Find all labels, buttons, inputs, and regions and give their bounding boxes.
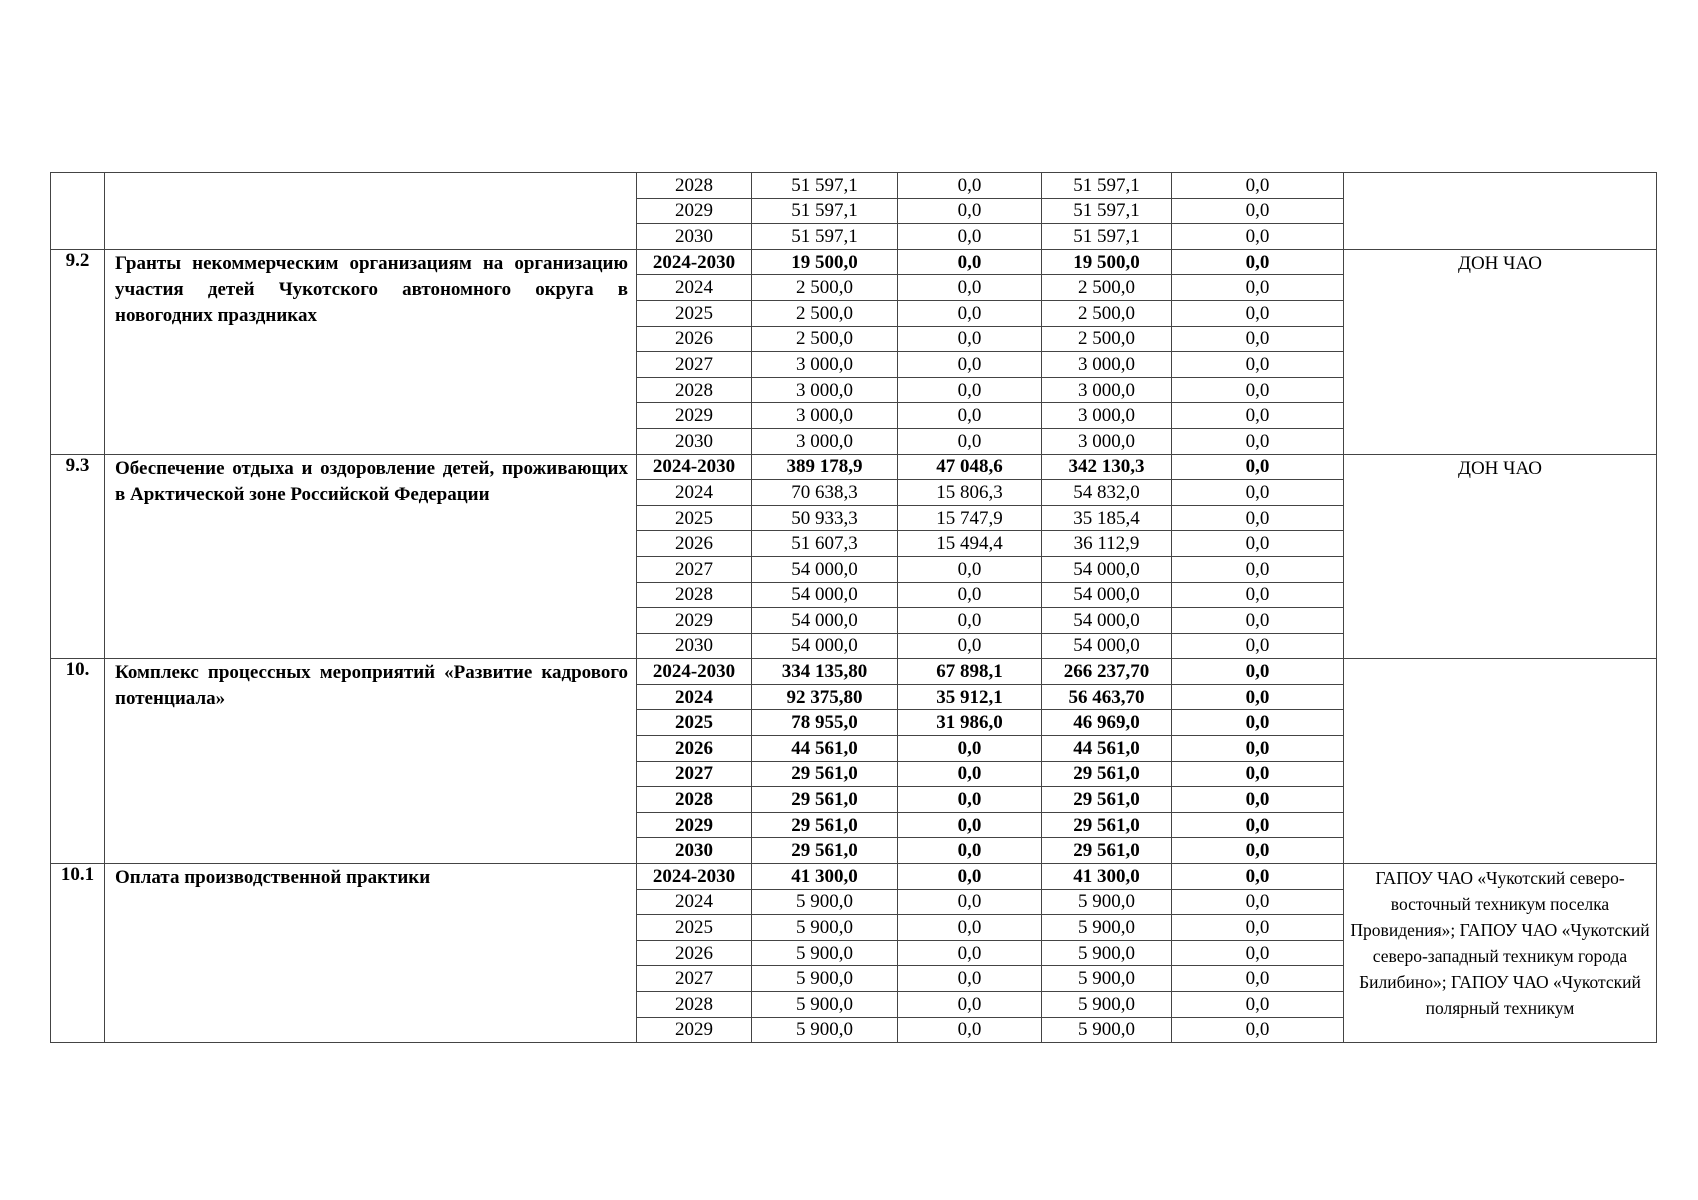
other-sources-cell: 0,0 [1172, 198, 1344, 224]
table-row [51, 864, 1657, 890]
regional-budget-cell: 3 000,0 [1042, 428, 1172, 454]
year-cell: 2028 [637, 582, 752, 608]
year-cell: 2026 [637, 531, 752, 557]
year-cell: 2024-2030 [637, 454, 752, 480]
regional-budget-cell: 56 463,70 [1042, 684, 1172, 710]
total-cell: 54 000,0 [752, 608, 898, 634]
federal-budget-cell: 0,0 [898, 556, 1042, 582]
regional-budget-cell: 54 000,0 [1042, 633, 1172, 659]
total-cell: 78 955,0 [752, 710, 898, 736]
regional-budget-cell: 51 597,1 [1042, 224, 1172, 250]
federal-budget-cell: 0,0 [898, 249, 1042, 275]
regional-budget-cell: 5 900,0 [1042, 940, 1172, 966]
item-number: 9.3 [51, 454, 105, 659]
year-cell: 2024-2030 [637, 659, 752, 685]
other-sources-cell: 0,0 [1172, 224, 1344, 250]
federal-budget-cell: 0,0 [898, 736, 1042, 762]
regional-budget-cell: 46 969,0 [1042, 710, 1172, 736]
other-sources-cell: 0,0 [1172, 864, 1344, 890]
regional-budget-cell: 36 112,9 [1042, 531, 1172, 557]
other-sources-cell: 0,0 [1172, 582, 1344, 608]
other-sources-cell: 0,0 [1172, 608, 1344, 634]
year-cell: 2026 [637, 736, 752, 762]
year-cell: 2026 [637, 326, 752, 352]
regional-budget-cell: 54 000,0 [1042, 556, 1172, 582]
other-sources-cell: 0,0 [1172, 326, 1344, 352]
regional-budget-cell: 44 561,0 [1042, 736, 1172, 762]
other-sources-cell: 0,0 [1172, 480, 1344, 506]
total-cell: 3 000,0 [752, 428, 898, 454]
federal-budget-cell: 0,0 [898, 377, 1042, 403]
regional-budget-cell: 2 500,0 [1042, 326, 1172, 352]
federal-budget-cell: 0,0 [898, 173, 1042, 199]
other-sources-cell: 0,0 [1172, 684, 1344, 710]
other-sources-cell: 0,0 [1172, 1017, 1344, 1043]
year-cell: 2029 [637, 812, 752, 838]
regional-budget-cell: 51 597,1 [1042, 173, 1172, 199]
total-cell: 51 607,3 [752, 531, 898, 557]
regional-budget-cell: 3 000,0 [1042, 403, 1172, 429]
federal-budget-cell: 0,0 [898, 608, 1042, 634]
federal-budget-cell: 31 986,0 [898, 710, 1042, 736]
federal-budget-cell: 0,0 [898, 966, 1042, 992]
year-cell: 2030 [637, 428, 752, 454]
federal-budget-cell: 15 494,4 [898, 531, 1042, 557]
year-cell: 2027 [637, 352, 752, 378]
responsible-executor [1344, 173, 1657, 250]
other-sources-cell: 0,0 [1172, 454, 1344, 480]
regional-budget-cell: 41 300,0 [1042, 864, 1172, 890]
federal-budget-cell: 0,0 [898, 864, 1042, 890]
federal-budget-cell: 0,0 [898, 275, 1042, 301]
total-cell: 92 375,80 [752, 684, 898, 710]
federal-budget-cell: 0,0 [898, 838, 1042, 864]
total-cell: 51 597,1 [752, 198, 898, 224]
total-cell: 70 638,3 [752, 480, 898, 506]
other-sources-cell: 0,0 [1172, 173, 1344, 199]
federal-budget-cell: 0,0 [898, 428, 1042, 454]
other-sources-cell: 0,0 [1172, 428, 1344, 454]
regional-budget-cell: 342 130,3 [1042, 454, 1172, 480]
federal-budget-cell: 0,0 [898, 326, 1042, 352]
responsible-executor: ДОН ЧАО [1344, 249, 1657, 454]
federal-budget-cell: 15 806,3 [898, 480, 1042, 506]
other-sources-cell: 0,0 [1172, 377, 1344, 403]
total-cell: 19 500,0 [752, 249, 898, 275]
federal-budget-cell: 0,0 [898, 198, 1042, 224]
total-cell: 389 178,9 [752, 454, 898, 480]
regional-budget-cell: 5 900,0 [1042, 1017, 1172, 1043]
other-sources-cell: 0,0 [1172, 249, 1344, 275]
total-cell: 29 561,0 [752, 838, 898, 864]
responsible-executor: ГАПОУ ЧАО «Чукотский северо-восточный техникум поселка Провидения»; ГАПОУ ЧАО «Чукотский северо-западный техникум города Билибино»; ГАПОУ ЧАО «Чукотский полярный техникум [1344, 864, 1657, 1043]
item-number: 10. [51, 659, 105, 864]
regional-budget-cell: 5 900,0 [1042, 889, 1172, 915]
total-cell: 5 900,0 [752, 889, 898, 915]
year-cell: 2027 [637, 761, 752, 787]
other-sources-cell: 0,0 [1172, 710, 1344, 736]
federal-budget-cell: 15 747,9 [898, 505, 1042, 531]
year-cell: 2028 [637, 173, 752, 199]
total-cell: 54 000,0 [752, 633, 898, 659]
federal-budget-cell: 0,0 [898, 582, 1042, 608]
federal-budget-cell: 35 912,1 [898, 684, 1042, 710]
other-sources-cell: 0,0 [1172, 761, 1344, 787]
total-cell: 44 561,0 [752, 736, 898, 762]
regional-budget-cell: 3 000,0 [1042, 352, 1172, 378]
regional-budget-cell: 19 500,0 [1042, 249, 1172, 275]
regional-budget-cell: 35 185,4 [1042, 505, 1172, 531]
total-cell: 54 000,0 [752, 556, 898, 582]
year-cell: 2027 [637, 966, 752, 992]
total-cell: 5 900,0 [752, 915, 898, 941]
other-sources-cell: 0,0 [1172, 812, 1344, 838]
other-sources-cell: 0,0 [1172, 556, 1344, 582]
year-cell: 2024 [637, 275, 752, 301]
year-cell: 2028 [637, 787, 752, 813]
regional-budget-cell: 3 000,0 [1042, 377, 1172, 403]
other-sources-cell: 0,0 [1172, 531, 1344, 557]
total-cell: 29 561,0 [752, 787, 898, 813]
regional-budget-cell: 54 832,0 [1042, 480, 1172, 506]
regional-budget-cell: 54 000,0 [1042, 582, 1172, 608]
other-sources-cell: 0,0 [1172, 992, 1344, 1018]
other-sources-cell: 0,0 [1172, 505, 1344, 531]
other-sources-cell: 0,0 [1172, 915, 1344, 941]
table-row [51, 454, 1657, 480]
item-description: Комплекс процессных мероприятий «Развитие кадрового потенциала» [105, 659, 637, 864]
federal-budget-cell: 0,0 [898, 787, 1042, 813]
total-cell: 3 000,0 [752, 403, 898, 429]
other-sources-cell: 0,0 [1172, 736, 1344, 762]
regional-budget-cell: 266 237,70 [1042, 659, 1172, 685]
year-cell: 2029 [637, 608, 752, 634]
federal-budget-cell: 0,0 [898, 761, 1042, 787]
federal-budget-cell: 0,0 [898, 889, 1042, 915]
federal-budget-cell: 47 048,6 [898, 454, 1042, 480]
total-cell: 54 000,0 [752, 582, 898, 608]
total-cell: 2 500,0 [752, 275, 898, 301]
total-cell: 2 500,0 [752, 326, 898, 352]
regional-budget-cell: 5 900,0 [1042, 966, 1172, 992]
other-sources-cell: 0,0 [1172, 403, 1344, 429]
other-sources-cell: 0,0 [1172, 838, 1344, 864]
federal-budget-cell: 0,0 [898, 812, 1042, 838]
federal-budget-cell: 0,0 [898, 633, 1042, 659]
federal-budget-cell: 0,0 [898, 403, 1042, 429]
federal-budget-cell: 67 898,1 [898, 659, 1042, 685]
year-cell: 2029 [637, 1017, 752, 1043]
year-cell: 2027 [637, 556, 752, 582]
year-cell: 2029 [637, 403, 752, 429]
other-sources-cell: 0,0 [1172, 966, 1344, 992]
year-cell: 2024 [637, 684, 752, 710]
other-sources-cell: 0,0 [1172, 633, 1344, 659]
total-cell: 51 597,1 [752, 224, 898, 250]
funding-table [50, 172, 1657, 1043]
regional-budget-cell: 51 597,1 [1042, 198, 1172, 224]
total-cell: 50 933,3 [752, 505, 898, 531]
year-cell: 2030 [637, 838, 752, 864]
year-cell: 2026 [637, 940, 752, 966]
total-cell: 334 135,80 [752, 659, 898, 685]
federal-budget-cell: 0,0 [898, 992, 1042, 1018]
other-sources-cell: 0,0 [1172, 275, 1344, 301]
table-row [51, 249, 1657, 275]
total-cell: 5 900,0 [752, 992, 898, 1018]
total-cell: 29 561,0 [752, 812, 898, 838]
responsible-executor: ДОН ЧАО [1344, 454, 1657, 659]
other-sources-cell: 0,0 [1172, 787, 1344, 813]
federal-budget-cell: 0,0 [898, 224, 1042, 250]
year-cell: 2025 [637, 300, 752, 326]
year-cell: 2029 [637, 198, 752, 224]
year-cell: 2024-2030 [637, 864, 752, 890]
year-cell: 2028 [637, 992, 752, 1018]
regional-budget-cell: 29 561,0 [1042, 787, 1172, 813]
regional-budget-cell: 54 000,0 [1042, 608, 1172, 634]
responsible-executor [1344, 659, 1657, 864]
regional-budget-cell: 29 561,0 [1042, 812, 1172, 838]
year-cell: 2024 [637, 889, 752, 915]
year-cell: 2030 [637, 633, 752, 659]
regional-budget-cell: 29 561,0 [1042, 761, 1172, 787]
regional-budget-cell: 2 500,0 [1042, 275, 1172, 301]
federal-budget-cell: 0,0 [898, 352, 1042, 378]
total-cell: 3 000,0 [752, 377, 898, 403]
year-cell: 2025 [637, 505, 752, 531]
total-cell: 3 000,0 [752, 352, 898, 378]
regional-budget-cell: 29 561,0 [1042, 838, 1172, 864]
budget-table-fragment [50, 172, 1657, 1043]
year-cell: 2024 [637, 480, 752, 506]
item-description: Гранты некоммерческим организациям на организацию участия детей Чукотского автономного округа в новогодних праздниках [105, 249, 637, 454]
total-cell: 51 597,1 [752, 173, 898, 199]
year-cell: 2030 [637, 224, 752, 250]
total-cell: 5 900,0 [752, 940, 898, 966]
total-cell: 41 300,0 [752, 864, 898, 890]
table-row [51, 659, 1657, 685]
total-cell: 5 900,0 [752, 966, 898, 992]
year-cell: 2025 [637, 710, 752, 736]
total-cell: 2 500,0 [752, 300, 898, 326]
item-number: 9.2 [51, 249, 105, 454]
federal-budget-cell: 0,0 [898, 915, 1042, 941]
item-description [105, 173, 637, 250]
total-cell: 29 561,0 [752, 761, 898, 787]
other-sources-cell: 0,0 [1172, 352, 1344, 378]
federal-budget-cell: 0,0 [898, 300, 1042, 326]
other-sources-cell: 0,0 [1172, 940, 1344, 966]
federal-budget-cell: 0,0 [898, 940, 1042, 966]
item-description: Оплата производственной практики [105, 864, 637, 1043]
year-cell: 2025 [637, 915, 752, 941]
year-cell: 2028 [637, 377, 752, 403]
item-number: 10.1 [51, 864, 105, 1043]
regional-budget-cell: 5 900,0 [1042, 992, 1172, 1018]
other-sources-cell: 0,0 [1172, 889, 1344, 915]
item-description: Обеспечение отдыха и оздоровление детей, проживающих в Арктической зоне Российской Федерации [105, 454, 637, 659]
federal-budget-cell: 0,0 [898, 1017, 1042, 1043]
item-number [51, 173, 105, 250]
total-cell: 5 900,0 [752, 1017, 898, 1043]
regional-budget-cell: 2 500,0 [1042, 300, 1172, 326]
regional-budget-cell: 5 900,0 [1042, 915, 1172, 941]
other-sources-cell: 0,0 [1172, 659, 1344, 685]
table-row [51, 173, 1657, 199]
year-cell: 2024-2030 [637, 249, 752, 275]
other-sources-cell: 0,0 [1172, 300, 1344, 326]
